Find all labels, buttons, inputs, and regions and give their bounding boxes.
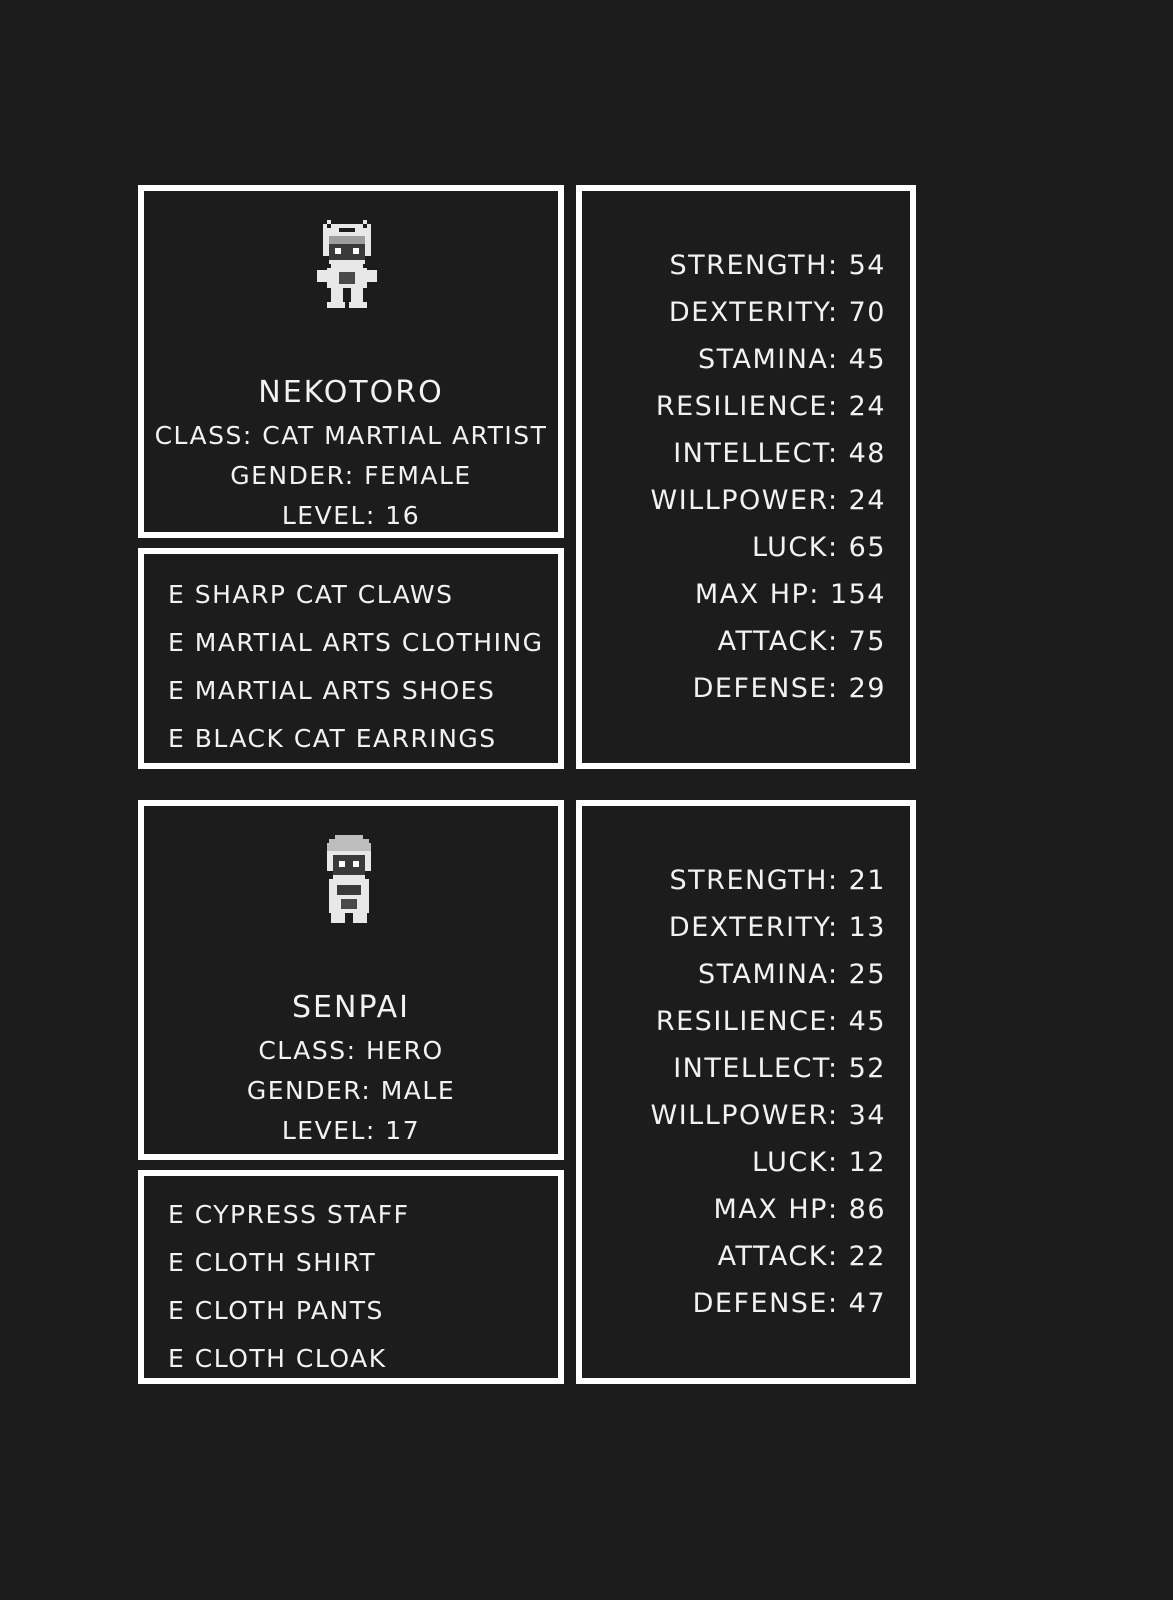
- equipment-item[interactable]: E CYPRESS STAFF: [168, 1200, 410, 1229]
- character-left-column: [138, 800, 564, 1384]
- character-name: NEKOTORO: [258, 375, 444, 410]
- equipment-item[interactable]: E CLOTH PANTS: [168, 1296, 384, 1325]
- equipment-item[interactable]: E SHARP CAT CLAWS: [168, 580, 454, 609]
- character-portrait: [301, 824, 401, 954]
- stat-strength: STRENGTH: 21: [669, 865, 886, 896]
- stat-attack: ATTACK: 22: [717, 1241, 886, 1272]
- stat-defense: DEFENSE: 29: [692, 673, 886, 704]
- stat-strength: STRENGTH: 54: [669, 250, 886, 281]
- stat-luck: LUCK: 65: [751, 532, 886, 563]
- equipment-item[interactable]: E MARTIAL ARTS CLOTHING: [168, 628, 544, 657]
- character-block: [138, 185, 928, 769]
- equipment-item[interactable]: E MARTIAL ARTS SHOES: [168, 676, 496, 705]
- stat-stamina: STAMINA: 45: [698, 344, 886, 375]
- equipment-panel[interactable]: [138, 1170, 564, 1384]
- cat-martial-artist-sprite: [301, 214, 401, 334]
- character-block: [138, 800, 928, 1384]
- stat-intellect: INTELLECT: 52: [673, 1053, 886, 1084]
- equipment-panel[interactable]: [138, 548, 564, 769]
- character-name: SENPAI: [292, 990, 410, 1025]
- stat-willpower: WILLPOWER: 24: [650, 485, 886, 516]
- character-gender: GENDER: MALE: [246, 1076, 456, 1105]
- stat-resilience: RESILIENCE: 45: [655, 1006, 886, 1037]
- stat-dexterity: DEXTERITY: 13: [668, 912, 886, 943]
- party-panels: [138, 185, 928, 1415]
- character-portrait: [301, 209, 401, 339]
- character-gender: GENDER: FEMALE: [230, 461, 472, 490]
- character-level: LEVEL: 17: [281, 1116, 421, 1145]
- stats-panel[interactable]: [576, 800, 916, 1384]
- stat-stamina: STAMINA: 25: [698, 959, 886, 990]
- equipment-item[interactable]: E CLOTH SHIRT: [168, 1248, 377, 1277]
- stat-willpower: WILLPOWER: 34: [650, 1100, 886, 1131]
- stat-resilience: RESILIENCE: 24: [655, 391, 886, 422]
- character-left-column: [138, 185, 564, 769]
- stat-intellect: INTELLECT: 48: [673, 438, 886, 469]
- stat-max-hp: MAX HP: 154: [694, 579, 886, 610]
- stat-dexterity: DEXTERITY: 70: [668, 297, 886, 328]
- character-identity-panel[interactable]: [138, 800, 564, 1160]
- stat-defense: DEFENSE: 47: [692, 1288, 886, 1319]
- character-class: CLASS: CAT MARTIAL ARTIST: [154, 421, 548, 450]
- equipment-item[interactable]: E CLOTH CLOAK: [168, 1344, 387, 1373]
- character-identity-panel[interactable]: [138, 185, 564, 538]
- stats-panel[interactable]: [576, 185, 916, 769]
- hero-sprite: [301, 829, 401, 949]
- equipment-item[interactable]: E BLACK CAT EARRINGS: [168, 724, 497, 753]
- character-level: LEVEL: 16: [281, 501, 421, 530]
- character-class: CLASS: HERO: [258, 1036, 444, 1065]
- stat-max-hp: MAX HP: 86: [713, 1194, 886, 1225]
- stat-luck: LUCK: 12: [751, 1147, 886, 1178]
- stat-attack: ATTACK: 75: [717, 626, 886, 657]
